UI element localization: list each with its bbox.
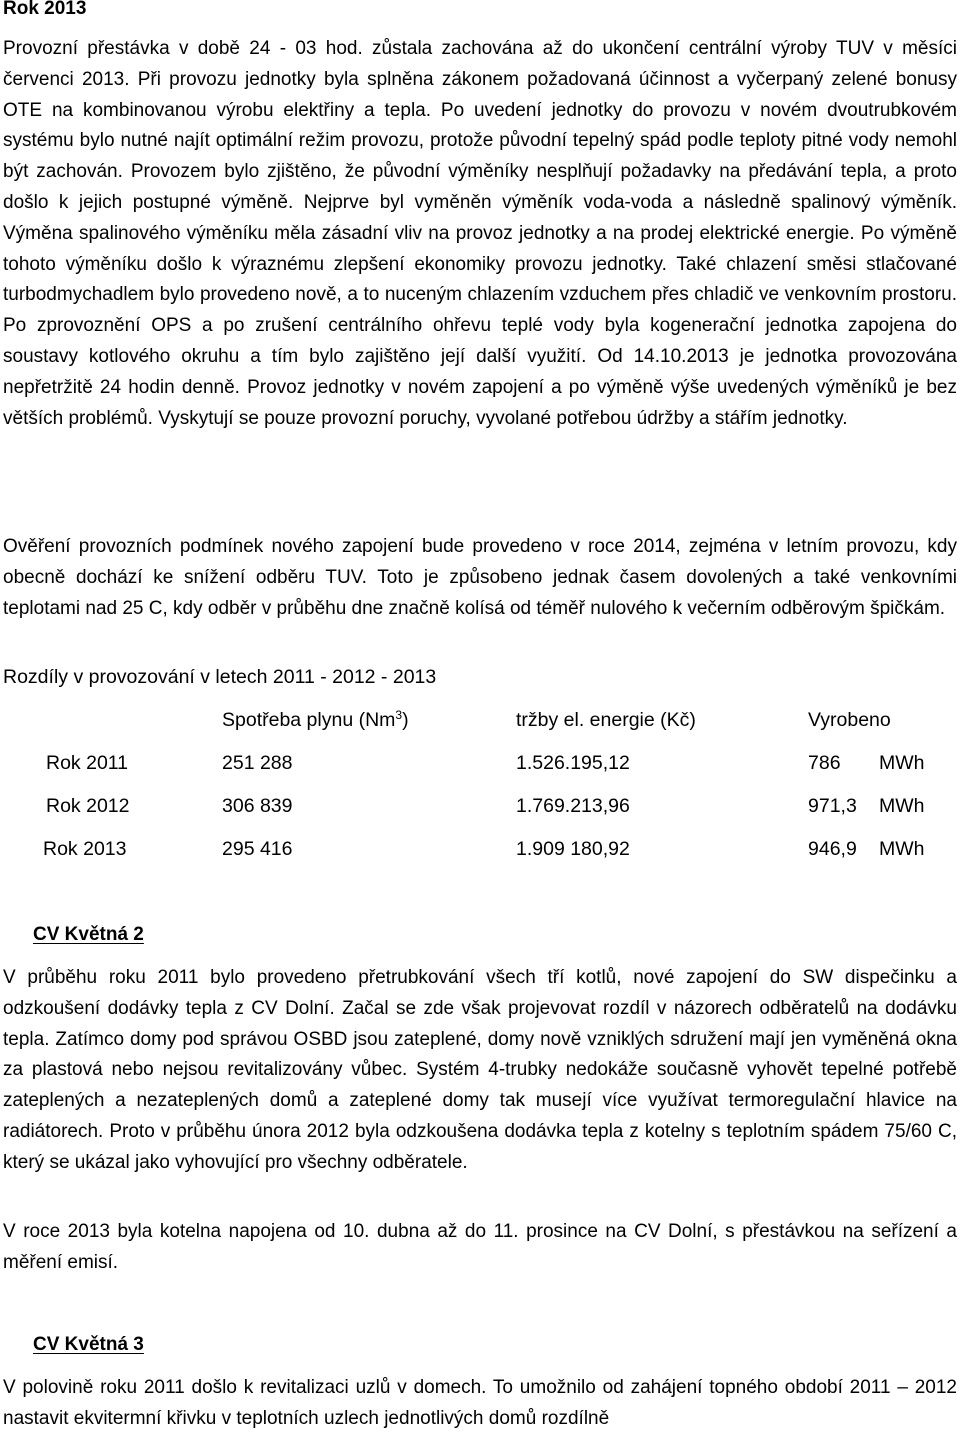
table-row-2011-produced: 786 [808,752,841,774]
table-row-2013-revenue: 1.909 180,92 [516,838,630,860]
paragraph-cv-kvetna-2: V průběhu roku 2011 bylo provedeno přetrubkování všech tří kotlů, nové zapojení do SW dispečinku a odzkoušení dodávky tepla z CV Dolní. Začal se zde však projevovat rozdíl v názorech odběratelů na dodávku tepla. Zatímco domy pod správou OSBD jsou zateplené, domy nově vzniklých sdružení mají jen vyměněná okna za plastová nebo nejsou revitalizovány vůbec. Systém 4-trubky nedokáže současně vyhovět tepelné potřebě zateplených a nezateplených domů a zateplené domy tak musejí více využívat termoregulační hlavice na radiátorech. Proto v průběhu února 2012 byla odzkoušena dodávka tepla z kotelny s teplotním spádem 75/60 C, který se ukázal jako vyhovující pro všechny odběratele. [3,967,957,1173]
table-row-2013-gas: 295 416 [222,838,293,860]
table-row-2011-year: Rok 2011 [46,752,129,774]
table-caption: Rozdíly v provozování v letech 2011 - 2012 - 2013 [3,666,437,688]
table-row-2013-unit: MWh [879,838,925,860]
table-row-2012-revenue: 1.769.213,96 [516,795,630,817]
table-header-produced: Vyrobeno [808,709,891,731]
paragraph-overeni: Ověření provozních podmínek nového zapojení bude provedeno v roce 2014, zejména v letním provozu, kdy obecně dochází ke snížení odběru TUV. Toto je způsobeno jednak časem dovolených a také venkovními teplotami nad 25 C, kdy odběr v průběhu dne značně kolísá od téměř nulového k večerním odběrovým špičkám. [3,536,957,619]
table-header-gas: Spotřeba plynu (Nm$^3$) [222,708,409,731]
table-row-2011-unit: MWh [879,752,925,774]
heading-cv-kvetna-3: CV Květná 3 [33,1334,144,1355]
table-row-2013-produced: 946,9 [808,838,857,860]
table-row-2012-year: Rok 2012 [46,795,130,817]
table-row-2011-revenue: 1.526.195,12 [516,752,630,774]
paragraph-cv-kvetna-3: V polovině roku 2011 došlo k revitalizaci uzlů v domech. To umožnilo od zahájení topného období 2011 – 2012 nastavit ekvitermní křivku v teplotních uzlech jednotlivých domů rozdílně [3,1377,957,1429]
section-title: Rok 2013 [3,0,87,19]
table-row-2012-produced: 971,3 [808,795,857,817]
paragraph-rok-2013: Provozní přestávka v době 24 - 03 hod. zůstala zachována až do ukončení centrální výroby TUV v měsíci červenci 2013. Při provozu jednotky byla splněna zákonem požadovaná účinnost a vyčerpaný zelené bonusy OTE na kombinovanou výrobu elektřiny a tepla. Po uvedení jednotky do provozu v novém dvoutrubkovém systému bylo nutné najít optimální režim provozu, protože původní tepelný spád podle teploty pitné vody nemohl být zachován. Provozem bylo zjištěno, že původní výměníky nesplňují požadavky na předávání tepla, a proto došlo k jejich postupné výměně. Nejprve byl vyměněn výměník voda-voda a následně spalinový výměník. Výměna spalinového výměníku měla zásadní vliv na provoz jednotky a na prodej elektrické energie. Po výměně tohoto výměníku došlo k výraznému zlepšení ekonomiky provozu jednotky. Také chlazení směsi stlačované turbodmychadlem bylo provedeno nově, a to nuceným chlazením vzduchem přes chladič ve venkovním prostoru. Po zprovoznění OPS a po zrušení centrálního ohřevu teplé vody byla kogenerační jednotka zapojena do soustavy kotlového okruhu a tím bylo zajištěno její další využití. Od 14.10.2013 je jednotka provozována nepřetržitě 24 hodin denně. Provoz jednotky v novém zapojení a po výměně výše uvedených výměníků je bez větších problémů. Vyskytují se pouze provozní poruchy, vyvolané potřebou údržby a stářím jednotky. [3,38,957,429]
table-row-2012-unit: MWh [879,795,925,817]
table-row-2012-gas: 306 839 [222,795,293,817]
paragraph-cv-kvetna-2-rok-2013: V roce 2013 byla kotelna napojena od 10. dubna až do 11. prosince na CV Dolní, s přestávkou na seřízení a měření emisí. [3,1221,957,1273]
table-header-revenue: tržby el. energie (Kč) [516,709,696,731]
table-row-2013-year: Rok 2013 [43,838,127,860]
table-row-2011-gas: 251 288 [222,752,293,774]
heading-cv-kvetna-2: CV Květná 2 [33,924,144,945]
